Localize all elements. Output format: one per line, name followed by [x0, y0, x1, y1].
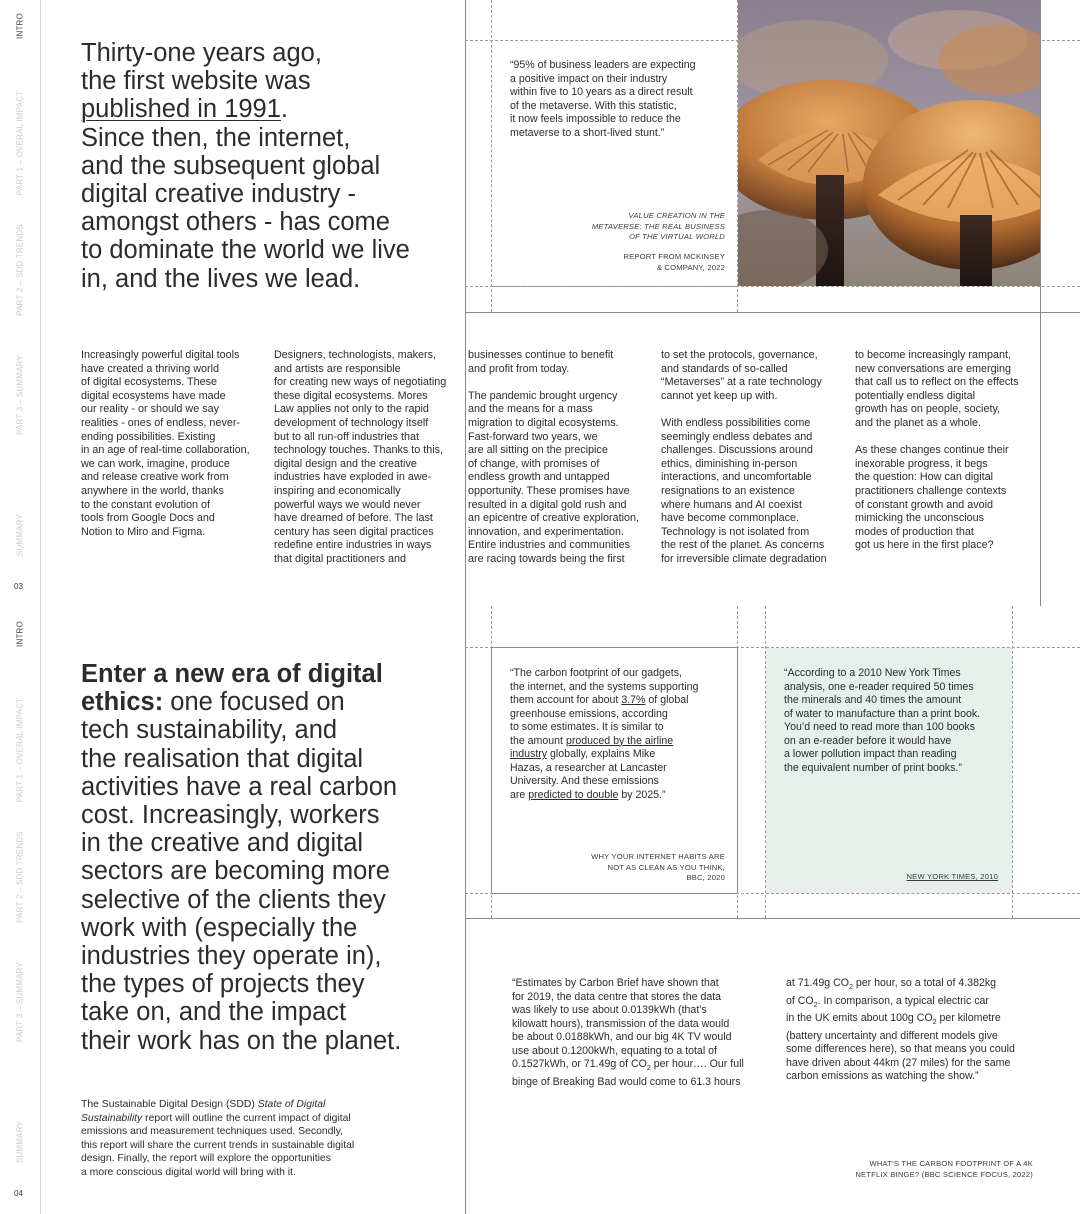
grid-line: [1012, 606, 1013, 918]
report-intro-paragraph: [81, 1098, 381, 1179]
body-paragraph: With endless possibilities come seemingly endless debates and challenges. Discussions around ethics, diminishing in-person interactions, and uncomfortable resignations to an existence where humans and AI coexist have become commonplace. Technology is not isolated from the rest of the planet. As concerns for irreversible climate degradation: [661, 416, 827, 565]
grid-line: [491, 893, 737, 894]
page-number-03: 03: [14, 582, 23, 591]
headline-link[interactable]: published in 1991: [81, 95, 281, 124]
mckinsey-quote-title: VALUE CREATION IN THE METAVERSE: THE REAL BUSINESS OF THE VIRTUAL WORLD: [591, 211, 725, 241]
sidebar-label-part1-2[interactable]: PART 1 – OVERAL IMPACT: [15, 697, 25, 803]
grid-line: [491, 0, 492, 312]
quote-link[interactable]: 3.7%: [621, 694, 646, 706]
mckinsey-quote-source: REPORT FROM MCKINSEY & COMPANY, 2022: [623, 252, 725, 272]
body-column-2: [274, 349, 454, 580]
quote-link[interactable]: produced by the airline industry: [510, 734, 674, 760]
quote-text: “The carbon footprint of our gadgets, the internet, and the systems supporting them account for about: [510, 667, 699, 706]
quote-text: per kilometre (battery uncertainty and different models give some differences here), so that means you could have driven about 44km (27 miles) for the same carbon emissions as watching the show.”: [786, 1012, 1015, 1083]
body-paragraph: Designers, technologists, makers, and artists are responsible for creating new ways of negotiating these digital ecosystems. Mores Law applies not only to the rapid development of technology itself but to all run-off industries that technology touches. Thanks to this, digital design and the creative industries have exploded in awe- inspiring and economically powerful ways we would never have dreamed of before. The last century has seen digital practices redefine entire industries in ways that digital practitioners and: [274, 349, 447, 565]
grid-line: [465, 312, 1080, 313]
sidebar-label-part3[interactable]: PART 3 – SUMMARY: [15, 355, 25, 435]
body-paragraph: As these changes continue their inexorable progress, it begs the question: How can digital practitioners challenge contexts of constant growth and avoid mimicking the unconscious modes of production that got us here in the first place?: [855, 444, 1009, 552]
body-paragraph: to become increasingly rampant, new conversations are emerging that call us to reflect on the effects potentially endless digital growth has on people, society, and the planet as a whole.: [855, 349, 1019, 429]
nyt-quote-source[interactable]: NEW YORK TIMES, 2010: [906, 872, 998, 881]
quote-text: per hour, so a total of 4.382kg of CO: [786, 977, 997, 1007]
grid-line: [737, 647, 738, 893]
headline-rest: one focused on tech sustainability, and the realisation that digital activities have a real carbon cost. Increasingly, workers in the creative and digital sectors are becoming more selective of the clients they work with (especially the industries they operate in), the types of projects they take on, and the impact their work has on the planet.: [81, 688, 402, 1055]
grid-line: [491, 647, 737, 648]
nyt-quote: “According to a 2010 New York Times analysis, one e-reader required 50 times the minerals and 40 times the amount of water to manufacture than a print book. You’d need to read more than 100 books on an e-reader before it would have a lower pollution impact than reading the equivalent number of print books.”: [784, 667, 981, 774]
sidebar-label-part1[interactable]: PART 1 – OVERAL IMPACT: [15, 90, 25, 196]
carbon-quote-col2: [786, 977, 1056, 1084]
mckinsey-quote: “95% of business leaders are expecting a positive impact on their industry within five to 10 years as a direct result of the metaverse. With this statistic, it now feels impossible to reduce the metaverse to a short-lived stunt.”: [510, 59, 696, 139]
headline-bold: Enter a new era of digital ethics:: [81, 660, 383, 717]
grid-line: [465, 286, 1080, 287]
body-column-1: [81, 349, 261, 553]
sidebar-label-part2[interactable]: PART 2 – SDD TRENDS: [15, 224, 25, 316]
grid-line: [465, 0, 466, 606]
mushroom-photo-icon: [738, 0, 1040, 286]
body-paragraph: to set the protocols, governance, and standards of so-called “Metaverses” at a rate technology cannot yet keep up with.: [661, 349, 822, 402]
grid-line: [465, 918, 1080, 919]
body-column-4: [661, 349, 841, 580]
sidebar-label-summary-2[interactable]: SUMMARY: [15, 1120, 25, 1164]
sidebar-label-intro-2[interactable]: INTRO: [15, 621, 25, 647]
subscript: 2: [813, 1001, 818, 1009]
grid-line: [1040, 0, 1041, 606]
page4-headline: [81, 660, 461, 1055]
page3-headline: [81, 39, 461, 293]
intro-text: The Sustainable Digital Design (SDD): [81, 1099, 258, 1110]
quote-text: at 71.49g CO: [786, 977, 850, 989]
body-paragraph: The pandemic brought urgency and the means for a mass migration to digital ecosystems. Fast-forward two years, we are all sitting on the precipice of change, with promises of endless growth and untapped opportunity. These promises have resulted in a digital gold rush and an epicentre of creative exploration, innovation, and experimentation. Entire industries and communities are racing towards being the first: [468, 389, 640, 565]
sidebar-label-summary[interactable]: SUMMARY: [15, 513, 25, 557]
quote-text: by 2025.”: [618, 788, 666, 801]
quote-text: . In comparison, a typical electric car in the UK emits about 100g CO: [786, 994, 989, 1025]
mushroom-photo: [738, 0, 1040, 286]
body-column-5: [855, 349, 1035, 567]
subscript: 2: [646, 1065, 651, 1073]
bbc-quote: [510, 667, 732, 802]
body-paragraph: businesses continue to benefit and profit from today.: [468, 349, 614, 375]
body-paragraph: Increasingly powerful digital tools have created a thriving world of digital ecosystems. These digital ecosystems have made our reality - or should we say realities - ones of endless, never- ending possibilities. Existing in an age of real-time collaboration, we can work, imagine, produce and release creative work from anywhere in the world, thanks to the constant evolution of tools from Google Docs and Notion to Miro and Figma.: [81, 349, 250, 538]
sidebar-label-part3-2[interactable]: PART 3 – SUMMARY: [15, 962, 25, 1042]
carbon-quote-source: WHAT’S THE CARBON FOOTPRINT OF A 4K NETFLIX BINGE? (BBC SCIENCE FOCUS, 2022): [855, 1159, 1033, 1179]
quote-text: per hour…. Our full binge of Breaking Bad would come to 61.3 hours: [512, 1058, 744, 1088]
grid-line: [465, 606, 466, 1214]
quote-text: globally, explains Mike Hazas, a researcher at Lancaster University. And these emissions are: [510, 748, 667, 801]
carbon-quote-col1: [512, 977, 772, 1089]
sidebar-label-part2-2[interactable]: PART 2 – SDD TRENDS: [15, 831, 25, 923]
body-column-3: [468, 349, 648, 580]
quote-text: of global greenhouse emissions, according to some estimates. It is similar to the amount: [510, 694, 689, 747]
grid-line: [491, 647, 492, 893]
page-number-04: 04: [14, 1189, 23, 1198]
sidebar-navigation: [0, 0, 41, 1214]
headline-text: Thirty-one years ago, the first website was: [81, 39, 322, 96]
intro-report-title: State of Digital Sustainability: [81, 1099, 326, 1124]
sidebar-label-intro[interactable]: INTRO: [15, 13, 25, 39]
headline-text-end: . Since then, the internet, and the subsequent global digital creative industry - amongst others - has come to dominate the world we live in, and the lives we lead.: [81, 95, 410, 293]
intro-text-end: report will outline the current impact of digital emissions and measurement techniques used. Secondly, this report will share the current trends in sustainable digital design. Finally, the report will explore the opportunities a more conscious digital world will bring with it.: [81, 1112, 355, 1178]
quote-text: “Estimates by Carbon Brief have shown that for 2019, the data centre that stores the data was likely to use about 0.0139kWh (that’s kilowatt hours), transmission of the data would be about 0.0188kWh, and our big 4K TV would use about 0.1200kWh, equating to a total of 0.1527kWh, or 71.49g of CO: [512, 977, 732, 1070]
subscript: 2: [932, 1019, 937, 1027]
subscript: 2: [849, 984, 853, 992]
quote-link[interactable]: predicted to double: [528, 788, 619, 801]
bbc-quote-source: WHY YOUR INTERNET HABITS ARE NOT AS CLEAN AS YOU THINK, BBC, 2020: [591, 852, 725, 882]
